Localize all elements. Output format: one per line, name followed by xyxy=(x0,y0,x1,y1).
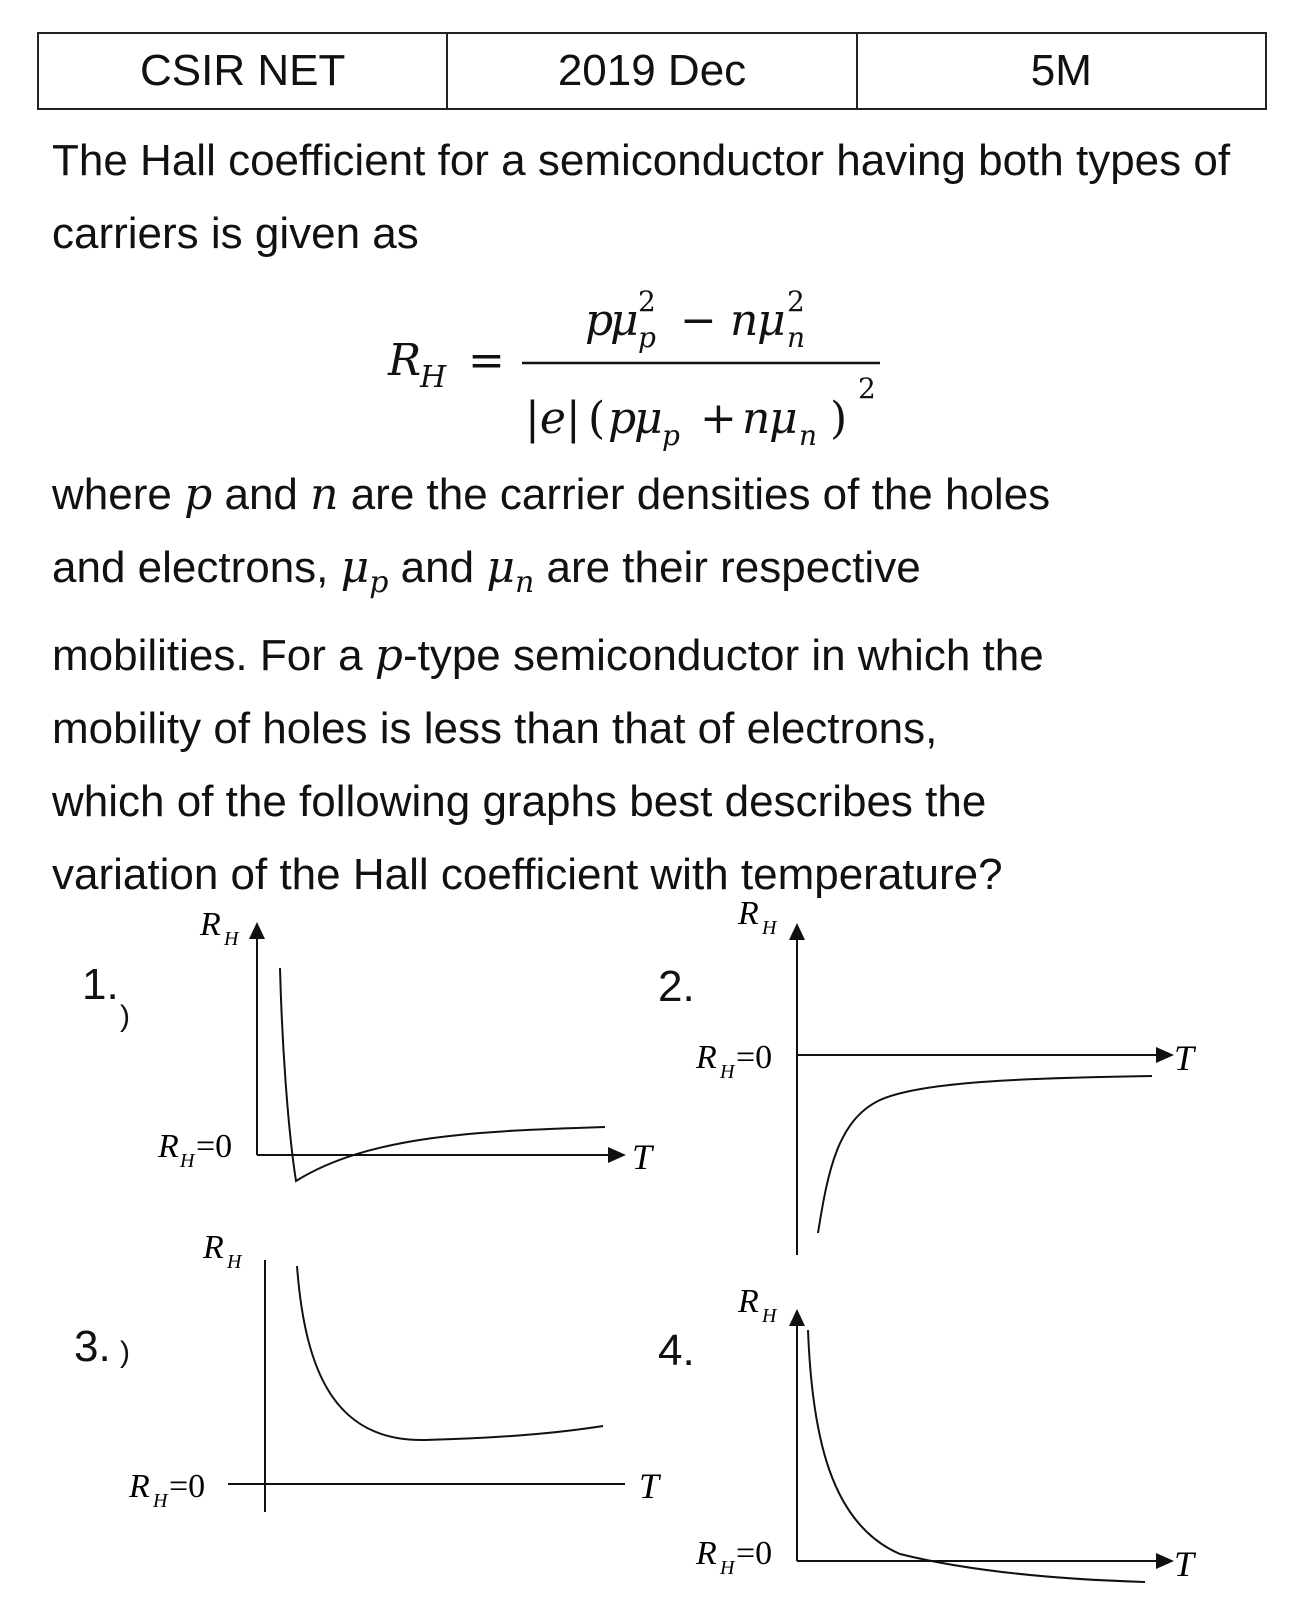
zero-label-sub: H xyxy=(153,1490,168,1512)
zero-label-sub: H xyxy=(180,1150,195,1172)
option-3-label[interactable]: 3. xyxy=(74,1322,111,1371)
y-axis-label: R xyxy=(203,1229,224,1266)
exam-name: CSIR NET xyxy=(38,33,447,109)
y-axis-arrow xyxy=(789,1309,805,1326)
question-line-4: mobility of holes is less than that of electrons, xyxy=(52,703,938,753)
question-intro-text: The Hall coefficient for a semiconductor having both types of carriers is given as xyxy=(52,136,1231,258)
x-axis-label: T xyxy=(639,1466,660,1506)
num-mu-n: μ xyxy=(757,295,786,346)
den-plus: + xyxy=(700,393,737,444)
den-p: p xyxy=(608,393,637,444)
num-mu-n-sup: 2 xyxy=(787,285,805,318)
y-axis-arrow xyxy=(249,922,265,939)
zero-label-eq: =0 xyxy=(736,1535,773,1572)
hall-formula xyxy=(380,283,940,458)
zero-label: R xyxy=(696,1039,717,1076)
x-axis-arrow xyxy=(608,1147,626,1163)
header-table xyxy=(37,32,1267,110)
y-axis-label-sub: H xyxy=(762,917,777,939)
x-axis-arrow xyxy=(1156,1553,1174,1569)
hall-curve xyxy=(818,1076,1152,1233)
option-4-label[interactable]: 4. xyxy=(658,1326,695,1375)
option-2-label[interactable]: 2. xyxy=(658,962,695,1011)
option-3-graph xyxy=(125,1222,670,1522)
question-body xyxy=(52,458,1282,911)
zero-label-eq: =0 xyxy=(169,1468,206,1505)
zero-label-eq: =0 xyxy=(196,1128,233,1165)
x-axis-label: T xyxy=(1174,1038,1195,1078)
question-line-2: and electrons, $\mu_p$ and $\mu_n$ are their respective xyxy=(52,542,921,600)
num-mu-p: μ xyxy=(610,295,639,346)
formula-lhs-sub: H xyxy=(420,360,447,395)
num-minus: − xyxy=(680,295,717,346)
den-sup: 2 xyxy=(858,372,876,405)
y-axis-label-sub: H xyxy=(227,1251,242,1273)
den-open-paren: ( xyxy=(588,393,606,444)
x-axis-label: T xyxy=(1174,1544,1195,1584)
hall-curve xyxy=(297,1266,603,1440)
zero-label-eq: =0 xyxy=(736,1039,773,1076)
x-axis-arrow xyxy=(1156,1047,1174,1063)
y-axis-arrow xyxy=(789,923,805,940)
formula-equals: = xyxy=(468,335,505,386)
question-marks: 5M xyxy=(857,33,1266,109)
num-mu-p-sub: p xyxy=(638,321,656,354)
den-mu-p-sub: p xyxy=(662,419,680,452)
den-close-paren: ) xyxy=(830,393,848,444)
option-4-graph xyxy=(690,1284,1250,1596)
hall-curve xyxy=(808,1330,1145,1582)
den-mu-n: μ xyxy=(769,393,798,444)
y-axis-label: R xyxy=(738,895,759,932)
x-axis-label: T xyxy=(632,1137,653,1177)
y-axis-label: R xyxy=(200,906,221,943)
question-intro xyxy=(52,124,1267,270)
exam-session: 2019 Dec xyxy=(447,33,856,109)
option-3-mark: ) xyxy=(120,1336,130,1369)
zero-label-sub: H xyxy=(720,1061,735,1083)
num-p: p xyxy=(585,295,614,346)
option-2-graph xyxy=(690,890,1250,1265)
y-axis-label-sub: H xyxy=(224,928,239,950)
question-line-1: where p and n are the carrier densities of the holes xyxy=(52,469,1051,520)
option-1-label[interactable]: 1. xyxy=(82,960,119,1009)
question-line-5: which of the following graphs best describes the xyxy=(52,776,987,826)
zero-label-sub: H xyxy=(720,1557,735,1579)
formula-lhs: R xyxy=(388,335,422,386)
zero-label: R xyxy=(696,1535,717,1572)
num-n: n xyxy=(730,295,759,346)
num-mu-p-sup: 2 xyxy=(638,285,656,318)
den-abs-e: |e| xyxy=(525,393,581,444)
option-1-graph xyxy=(140,905,680,1195)
den-mu-p: μ xyxy=(634,393,663,444)
zero-label: R xyxy=(158,1128,179,1165)
hall-curve xyxy=(280,968,605,1181)
den-n: n xyxy=(742,393,771,444)
den-mu-n-sub: n xyxy=(799,419,818,452)
zero-label: R xyxy=(129,1468,150,1505)
y-axis-label-sub: H xyxy=(762,1305,777,1327)
question-line-3: mobilities. For a p-type semiconductor in which the xyxy=(52,629,1044,681)
question-line-6: variation of the Hall coefficient with temperature? xyxy=(52,849,1003,899)
num-mu-n-sub: n xyxy=(787,321,806,354)
y-axis-label: R xyxy=(738,1283,759,1320)
option-1-mark: ) xyxy=(120,1000,130,1033)
